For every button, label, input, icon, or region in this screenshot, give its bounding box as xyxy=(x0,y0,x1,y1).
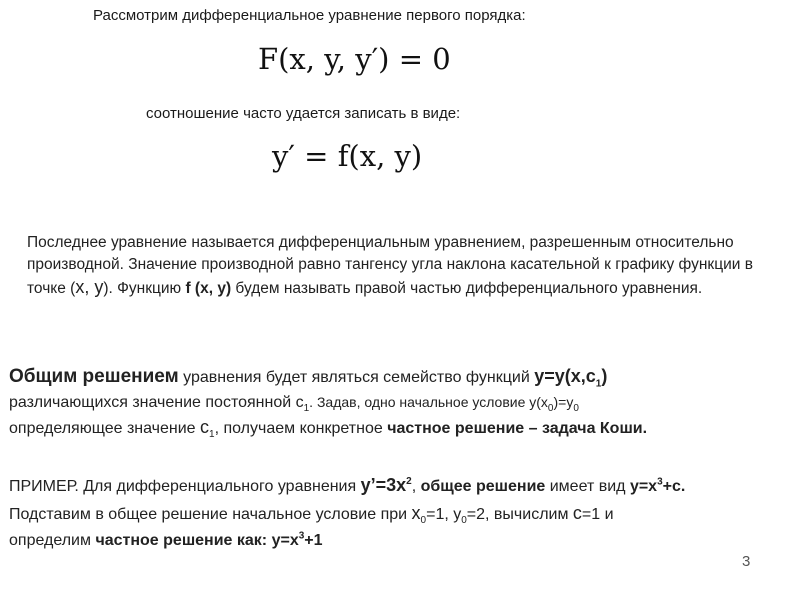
para3-c: с xyxy=(572,503,582,523)
function-family-text: y=y(x,c xyxy=(534,366,596,386)
intro-line-1: Рассмотрим дифференциальное уравнение первого порядка: xyxy=(93,7,526,24)
example-equation-sup: 2 xyxy=(406,476,412,487)
para1-xy: x, y xyxy=(75,277,104,297)
para3-text-g: =1 и xyxy=(581,506,614,523)
example-equation xyxy=(361,475,412,495)
para1-text-b: ). Функцию xyxy=(103,280,186,297)
para2-text-f: , получаем конкретное xyxy=(214,420,388,437)
example-res-tail: +1 xyxy=(304,532,323,549)
function-family xyxy=(534,366,608,390)
example-sol-text: y=x xyxy=(629,478,658,495)
para2-text-b: различающихся значение постоянной с xyxy=(9,394,304,411)
para3-text-b: , xyxy=(411,478,421,495)
para1-fxy: f (x, y) xyxy=(185,280,232,297)
para3-text-f: =2, вычислим xyxy=(466,506,573,523)
para3-x0-sub: 0 xyxy=(420,515,427,527)
example-general-solution xyxy=(630,478,685,495)
example-res-text: y=x xyxy=(271,532,299,549)
para3-x0: х xyxy=(411,503,421,523)
para3-text-c: имеет вид xyxy=(545,478,630,495)
para3-text-a: ПРИМЕР. Для дифференциального уравнения xyxy=(9,478,361,495)
example-res-sup: 3 xyxy=(298,530,305,542)
page-number: 3 xyxy=(742,553,751,570)
term-general: общее решение xyxy=(420,478,546,495)
paragraph-general-solution xyxy=(9,364,789,441)
example-sol-sup: 3 xyxy=(657,476,663,488)
formula-explicit: y′ = f(x, y) xyxy=(272,139,423,173)
para2-sub-c: 0 xyxy=(547,403,554,415)
formula-implicit: F(x, y, y′) = 0 xyxy=(258,42,451,76)
para3-text-e: =1, у xyxy=(426,506,462,523)
para2-text-d: )=у xyxy=(553,394,574,410)
para1-text-c: будем называть правой частью дифференциального уравнения. xyxy=(231,280,703,297)
example-sol-tail: +c. xyxy=(662,478,686,495)
para2-text-e: определяющее значение xyxy=(9,420,201,437)
function-family-close: ) xyxy=(601,366,608,386)
term-general-solution: Общим решением xyxy=(9,366,179,387)
term-particular: частное решение как: xyxy=(95,532,272,549)
example-equation-text: y’=3x xyxy=(360,475,407,495)
para2-sub-d: 0 xyxy=(573,403,579,415)
para2-sub-b: 1 xyxy=(303,403,310,415)
paragraph-example xyxy=(9,472,794,554)
para2-c1-sub: 1 xyxy=(209,429,215,441)
para3-text-d: Подставим в общее решение начальное условие при xyxy=(9,506,412,523)
function-family-sub: 1 xyxy=(595,378,602,390)
term-particular-solution: частное решение – задача Коши. xyxy=(387,420,648,437)
para2-text-a: уравнения будет являться семейство функций xyxy=(178,369,535,386)
intro-line-2: соотношение часто удается записать в виде: xyxy=(146,105,461,122)
paragraph-explanation xyxy=(27,232,767,300)
para2-text-c: . Задав, одно начальное условие у(х xyxy=(309,394,548,410)
para3-y0-sub: 0 xyxy=(461,515,467,527)
para1-text-a: Последнее уравнение называется дифференциальным уравнением, разрешенным относительно производной. Значение производной равно тангенсу угла наклона касательной к графику функции в точке ( xyxy=(27,234,753,297)
example-particular-solution xyxy=(272,532,323,549)
para3-text-h: определим xyxy=(9,532,96,549)
para2-c1: с xyxy=(200,417,210,437)
